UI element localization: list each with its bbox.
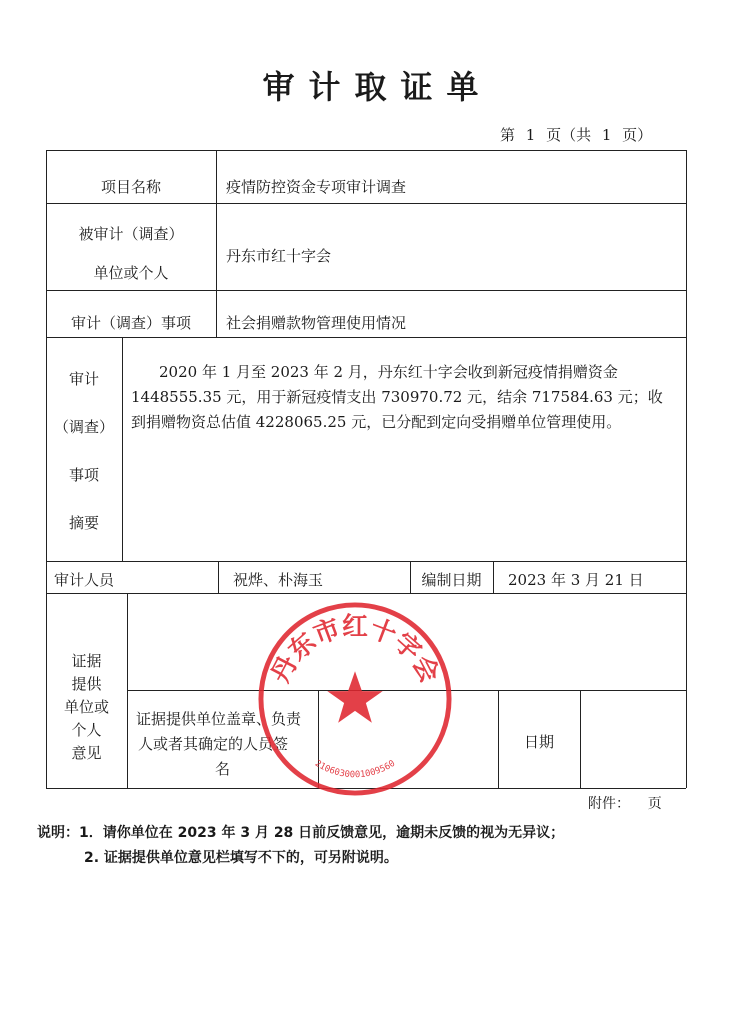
auditee-label-line2: 单位或个人	[93, 264, 169, 282]
project-name-value: 疫情防控资金专项审计调查	[226, 178, 407, 196]
opinion-label-3: 单位或	[63, 698, 109, 716]
auditors-label: 审计人员	[54, 571, 115, 589]
summary-label-3: 事项	[68, 466, 99, 484]
auditee-value: 丹东市红十字会	[226, 247, 332, 265]
compile-date-value: 2023 年 3 月 21 日	[508, 571, 644, 589]
summary-label-4: 摘要	[68, 514, 99, 532]
opinion-label-4: 个人	[71, 721, 102, 739]
opinion-label-1: 证据	[71, 652, 102, 670]
seal-text: 丹东市红十字会	[265, 612, 445, 688]
opinion-sign-line2: 人或者其确定的人员签	[138, 735, 289, 753]
opinion-sign-line1: 证据提供单位盖章、负责	[136, 710, 302, 728]
seal-number: 2106030001009560	[312, 758, 398, 781]
opinion-sign-line3: 名	[214, 760, 230, 778]
note-line-2: 2. 证据提供单位意见栏填写不下的，可另附说明。	[84, 850, 398, 866]
opinion-label-5: 意见	[71, 744, 102, 762]
summary-label-2: （调查）	[53, 418, 114, 436]
attachment-note: 附件： 页	[588, 796, 662, 812]
auditors-value: 祝烨、朴海玉	[233, 571, 324, 589]
audit-matter-value: 社会捐赠款物管理使用情况	[226, 314, 407, 332]
audit-summary-text: 2020 年 1 月至 2023 年 2 月，丹东红十字会收到新冠疫情捐赠资金 1448555.35 元，用于新冠疫情支出 730970.72 元，结余 717584.63 元；收到捐赠物资总估值 4228065.25 元，已分配到定向受捐赠单位管理使用。	[131, 363, 663, 431]
note-line-1: 说明：1．请你单位在 2023 年 3 月 28 日前反馈意见，逾期未反馈的视为无异议；	[37, 825, 565, 841]
seal-star-icon	[327, 671, 382, 722]
page-info: 第 1 页（共 1 页）	[500, 126, 653, 144]
compile-date-label: 编制日期	[421, 571, 482, 589]
project-name-label: 项目名称	[100, 178, 161, 196]
opinion-label-2: 提供	[71, 675, 102, 693]
summary-label-1: 审计	[68, 370, 99, 388]
opinion-date-label: 日期	[523, 733, 554, 751]
document-title: 审计取证单	[262, 68, 493, 106]
official-seal	[256, 600, 454, 798]
audit-matter-label: 审计（调查）事项	[70, 314, 191, 332]
auditee-label-line1: 被审计（调查）	[78, 225, 184, 243]
